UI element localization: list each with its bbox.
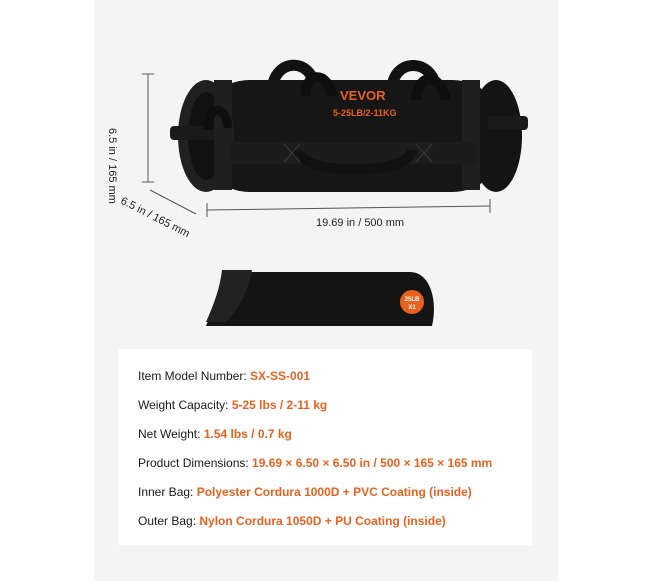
spec-weight-capacity [138, 398, 327, 412]
spec-label: Weight Capacity: [138, 398, 232, 412]
spec-label: Inner Bag: [138, 485, 197, 499]
length-dimension-line [207, 206, 490, 210]
spec-outer-bag [138, 514, 446, 528]
filler-bag [206, 270, 434, 326]
spec-value: 1.54 lbs / 0.7 kg [203, 427, 292, 441]
spec-value: 5-25 lbs / 2-11 kg [231, 398, 328, 412]
spec-inner-bag [138, 485, 472, 499]
height-dimension-label: 6.5 in / 165 mm [106, 128, 118, 204]
bag-weight-print: 5-25LB/2-11KG [333, 108, 397, 118]
specs-card [118, 349, 532, 545]
brand-logo: VEVOR [340, 88, 386, 103]
spec-net-weight [138, 427, 292, 441]
spec-value: Nylon Cordura 1050D + PU Coating (inside) [199, 514, 446, 528]
spec-model-number [138, 369, 310, 383]
spec-product-dimensions [138, 456, 492, 470]
depth-dimension-line [150, 190, 196, 214]
side-handle-right [488, 116, 528, 130]
badge-weight: 25LB [404, 297, 420, 303]
spec-label: Item Model Number: [138, 369, 251, 383]
spec-value: SX-SS-001 [250, 369, 311, 383]
depth-dimension-label: 6.5 in / 165 mm [118, 195, 192, 241]
spec-label: Outer Bag: [138, 514, 200, 528]
length-dimension-label: 19.69 in / 500 mm [316, 217, 405, 229]
spec-label: Product Dimensions: [138, 456, 253, 470]
spec-label: Net Weight: [138, 427, 204, 441]
spec-value: Polyester Cordura 1000D + PVC Coating (inside) [196, 485, 472, 499]
badge-quantity: X1 [408, 305, 416, 311]
spec-value: 19.69 × 6.50 × 6.50 in / 500 × 165 × 165 mm [252, 456, 493, 470]
